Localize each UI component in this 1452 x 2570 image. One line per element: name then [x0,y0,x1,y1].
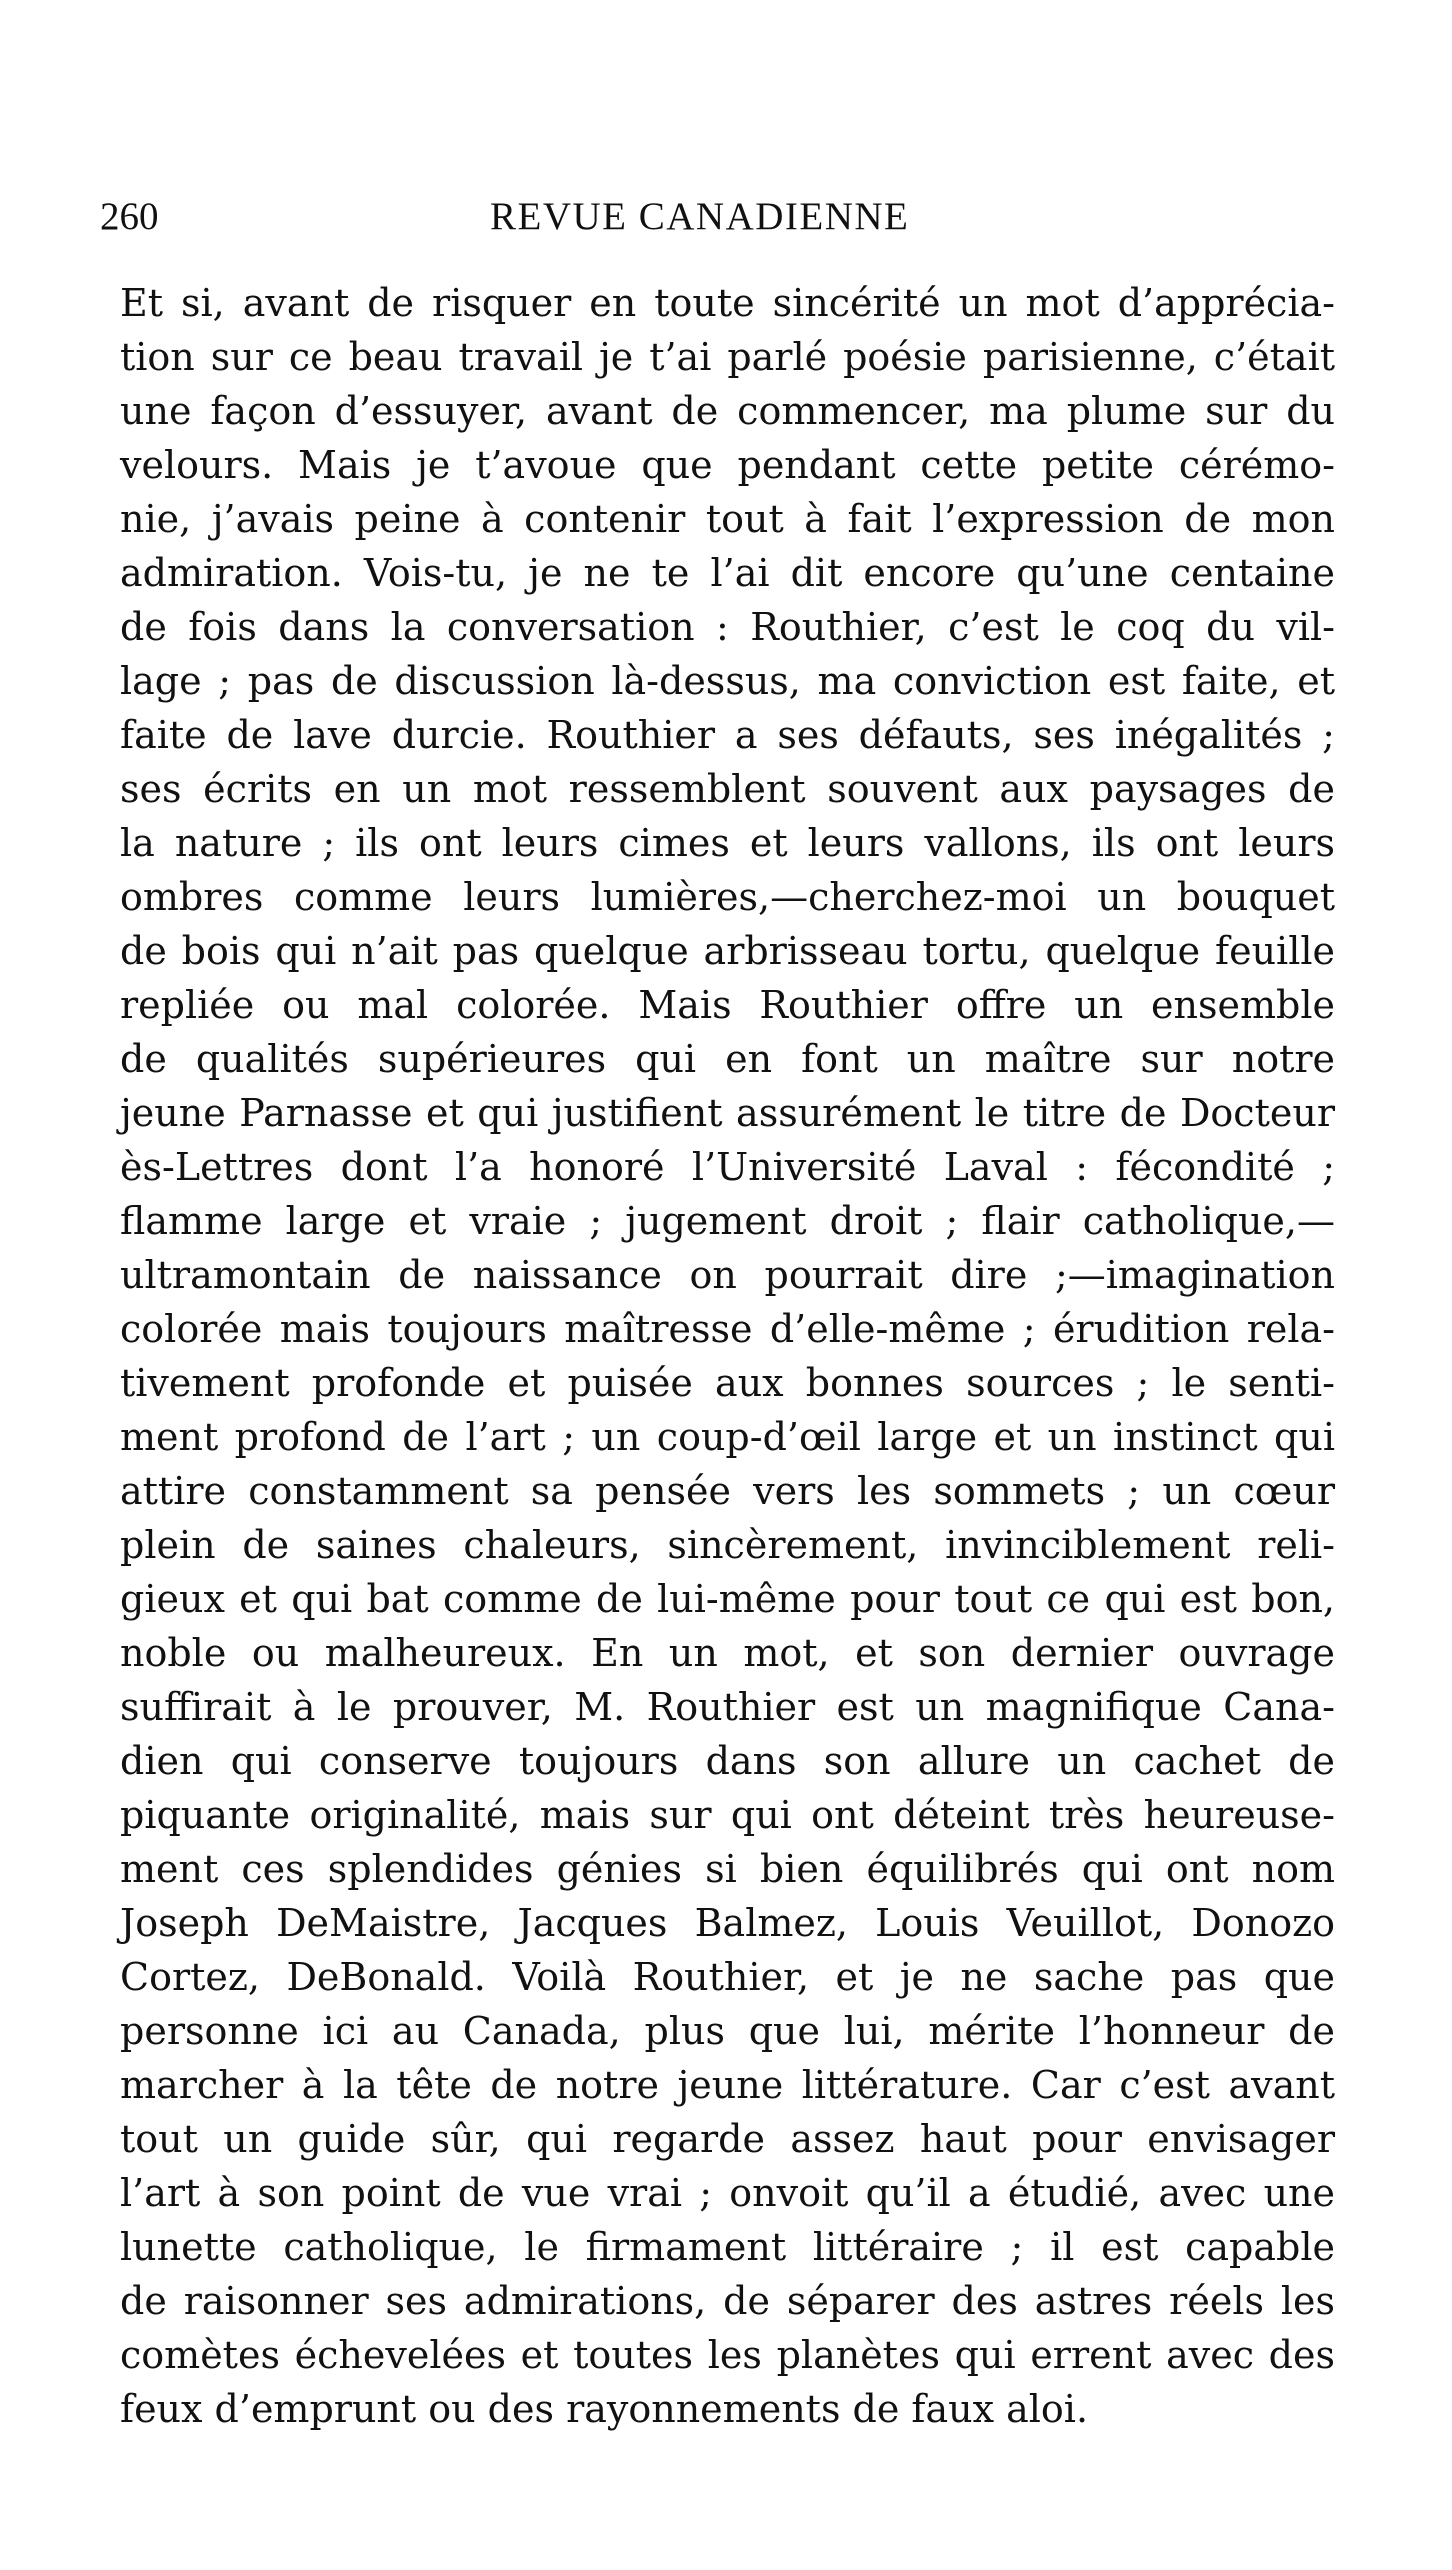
body-text [120,276,1335,2436]
text-line: feux d’emprunt ou des rayonnements de faux aloi. [120,2387,1089,2431]
text-line: plein de saines chaleurs, sincèrement, invinciblement reli- [120,1523,1335,1567]
text-line: attire constamment sa pensée vers les sommets ; un cœur [120,1469,1335,1513]
page-number: 260 [100,195,159,238]
text-line: noble ou malheureux. En un mot, et son dernier ouvrage [120,1631,1335,1675]
text-line: gieux et qui bat comme de lui-même pour tout ce qui est bon, [120,1577,1335,1621]
text-line: ès-Lettres dont l’a honoré l’Université Laval : fécondité ; [120,1145,1335,1189]
text-line: ses écrits en un mot ressemblent souvent aux paysages de [120,767,1335,811]
text-line: nie, j’avais peine à contenir tout à fait l’expression de mon [120,497,1335,541]
text-line: tion sur ce beau travail je t’ai parlé poésie parisienne, c’était [120,335,1335,379]
text-line: ment ces splendides génies si bien équilibrés qui ont nom [120,1847,1335,1891]
text-line: ment profond de l’art ; un coup-d’œil large et un instinct qui [120,1415,1335,1459]
text-line: tivement profonde et puisée aux bonnes sources ; le senti- [120,1361,1335,1405]
text-line: dien qui conserve toujours dans son allure un cachet de [120,1739,1335,1783]
text-line: ombres comme leurs lumières,—cherchez-moi un bouquet [120,875,1335,919]
text-line: personne ici au Canada, plus que lui, mérite l’honneur de [120,2009,1335,2053]
text-line: tout un guide sûr, qui regarde assez haut pour envisager [120,2117,1335,2161]
text-line: Et si, avant de risquer en toute sincérité un mot d’apprécia- [120,281,1335,325]
text-line: de bois qui n’ait pas quelque arbrisseau tortu, quelque feuille [120,929,1335,973]
text-line: faite de lave durcie. Routhier a ses défauts, ses inégalités ; [120,713,1335,757]
text-line: de qualités supérieures qui en font un maître sur notre [120,1037,1335,1081]
text-line: comètes échevelées et toutes les planètes qui errent avec des [120,2333,1335,2377]
text-line: colorée mais toujours maîtresse d’elle-même ; érudition rela- [120,1307,1335,1351]
running-head [100,192,1340,252]
text-line: Joseph DeMaistre, Jacques Balmez, Louis Veuillot, Donozo [120,1901,1335,1945]
running-title: REVUE CANADIENNE [490,195,910,238]
text-line: piquante originalité, mais sur qui ont déteint très heureuse- [120,1793,1335,1837]
text-line: lage ; pas de discussion là-dessus, ma conviction est faite, et [120,659,1335,703]
text-line: lunette catholique, le firmament littéraire ; il est capable [120,2225,1335,2269]
text-line: une façon d’essuyer, avant de commencer, ma plume sur du [120,389,1335,433]
text-line: de raisonner ses admirations, de séparer des astres réels les [120,2279,1335,2323]
text-line: de fois dans la conversation : Routhier, c’est le coq du vil- [120,605,1335,649]
text-line: ultramontain de naissance on pourrait dire ;—imagination [120,1253,1335,1297]
text-line: marcher à la tête de notre jeune littérature. Car c’est avant [120,2063,1335,2107]
text-line: suffirait à le prouver, M. Routhier est un magnifique Cana- [120,1685,1335,1729]
text-line: velours. Mais je t’avoue que pendant cette petite cérémo- [120,443,1335,487]
text-line: la nature ; ils ont leurs cimes et leurs vallons, ils ont leurs [120,821,1335,865]
text-line: repliée ou mal colorée. Mais Routhier offre un ensemble [120,983,1335,1027]
text-line: admiration. Vois-tu, je ne te l’ai dit encore qu’une centaine [120,551,1335,595]
text-line: jeune Parnasse et qui justifient assurément le titre de Docteur [120,1091,1335,1135]
text-line: l’art à son point de vue vrai ; onvoit qu’il a étudié, avec une [120,2171,1335,2215]
text-line: Cortez, DeBonald. Voilà Routhier, et je ne sache pas que [120,1955,1335,1999]
text-line: flamme large et vraie ; jugement droit ; flair catholique,— [120,1199,1335,1243]
